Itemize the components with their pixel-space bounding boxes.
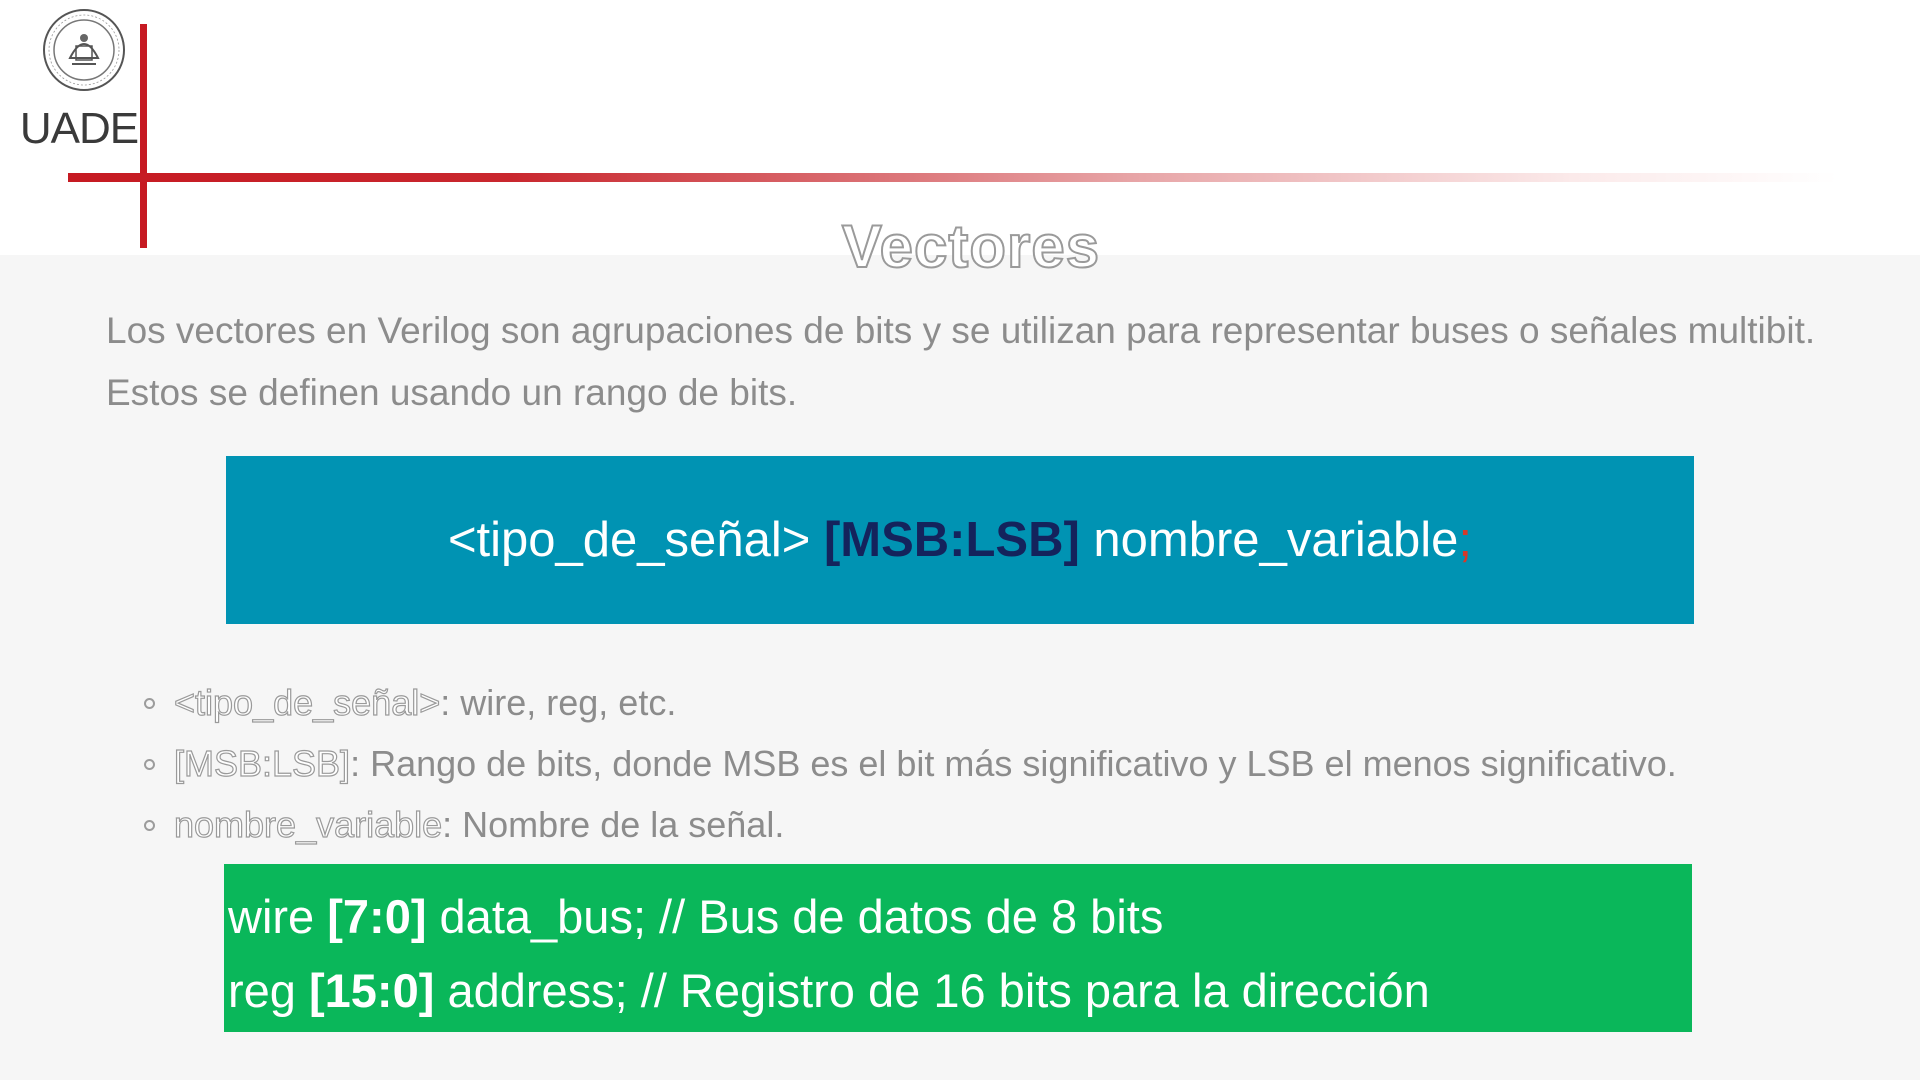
- code-example-box: [224, 864, 1692, 1032]
- syntax-range: [MSB:LSB]: [823, 513, 1080, 567]
- code-line: [228, 880, 1692, 954]
- slide-title: Vectores: [841, 213, 1101, 280]
- bullet-desc: : wire, reg, etc.: [440, 682, 677, 723]
- syntax-type: <tipo_de_señal>: [447, 513, 811, 567]
- syntax-box: [226, 456, 1694, 624]
- bullet-term: nombre_variable: [174, 804, 443, 845]
- code-range: [7:0]: [327, 890, 427, 943]
- university-seal-icon: [42, 8, 126, 92]
- definition-list: [140, 672, 1900, 855]
- list-item: [140, 672, 1900, 733]
- intro-paragraph: Los vectores en Verilog son agrupaciones de bits y se utilizan para representar buses o señales multibit. Estos se definen usando un rango de bits.: [106, 310, 1816, 413]
- logo-text: UADE: [19, 104, 139, 153]
- bullet-icon: [144, 759, 155, 770]
- code-keyword: reg: [228, 964, 296, 1017]
- bullet-icon: [144, 820, 155, 831]
- bullet-desc: : Rango de bits, donde MSB es el bit más significativo y LSB el menos significativo.: [350, 743, 1677, 784]
- syntax-name: nombre_variable: [1093, 513, 1459, 567]
- bullet-term: [MSB:LSB]: [174, 743, 351, 784]
- code-range: [15:0]: [309, 964, 435, 1017]
- list-item: [140, 733, 1900, 794]
- bullet-icon: [144, 698, 155, 709]
- code-rest: data_bus; // Bus de datos de 8 bits: [439, 890, 1164, 943]
- red-horizontal-rule: [68, 173, 1838, 182]
- code-line: [228, 954, 1692, 1028]
- code-keyword: wire: [228, 890, 315, 943]
- code-rest: address; // Registro de 16 bits para la dirección: [447, 964, 1430, 1017]
- uade-logo: [14, 8, 139, 153]
- syntax-terminator: ;: [1458, 513, 1473, 567]
- bullet-desc: : Nombre de la señal.: [442, 804, 785, 845]
- bullet-term: <tipo_de_señal>: [174, 682, 441, 723]
- list-item: [140, 794, 1900, 855]
